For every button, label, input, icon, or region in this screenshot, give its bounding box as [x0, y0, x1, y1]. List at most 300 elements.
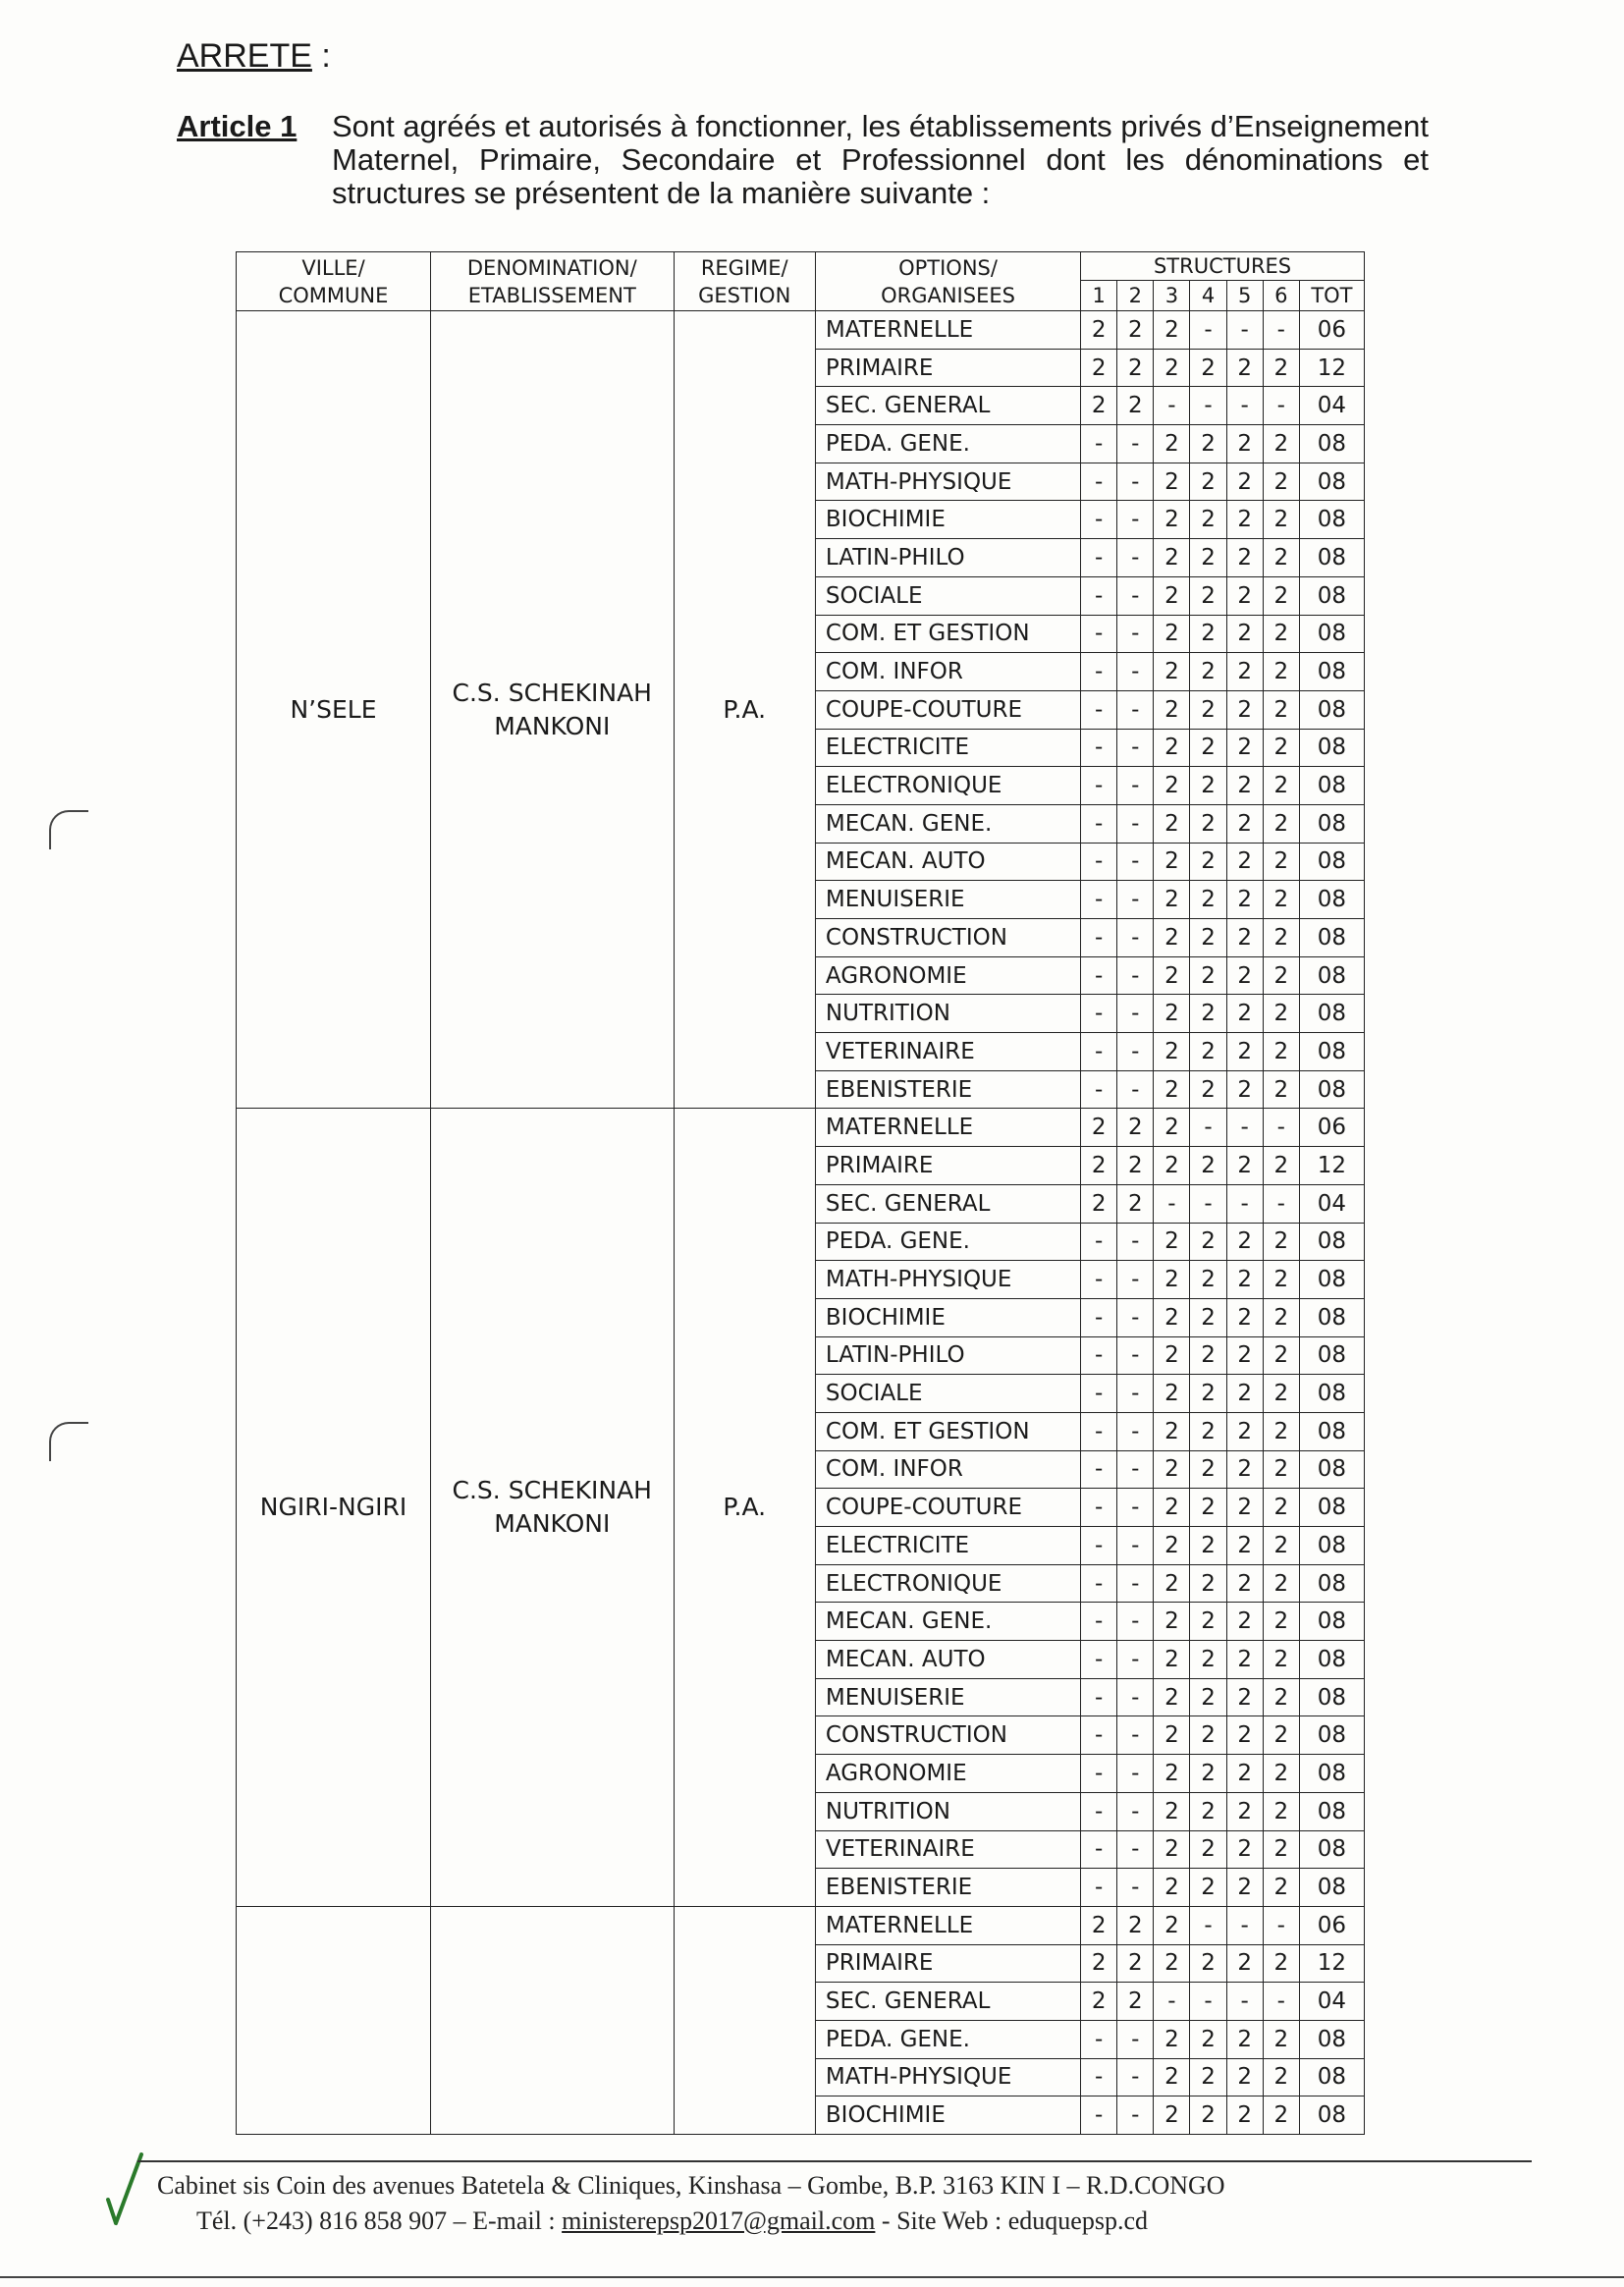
header-regime: REGIME/ GESTION: [674, 252, 815, 311]
cell-structure-6: 2: [1263, 1450, 1299, 1489]
header-col-2: 2: [1117, 281, 1154, 311]
cell-option: MATERNELLE: [815, 311, 1080, 350]
cell-structure-4: 2: [1190, 1489, 1226, 1527]
cell-structure-4: 2: [1190, 2020, 1226, 2058]
cell-structure-2: -: [1117, 804, 1154, 843]
cell-total: 08: [1299, 615, 1364, 653]
cell-structure-3: 2: [1154, 1375, 1190, 1413]
cell-structure-3: 2: [1154, 1261, 1190, 1299]
cell-total: 08: [1299, 843, 1364, 881]
cell-total: 08: [1299, 881, 1364, 919]
cell-option: COM. ET GESTION: [815, 615, 1080, 653]
cell-total: 08: [1299, 1298, 1364, 1336]
cell-etablissement: C.S. SCHEKINAH MANKONI: [431, 311, 675, 1109]
cell-structure-6: -: [1263, 387, 1299, 425]
cell-structure-5: 2: [1226, 1641, 1263, 1679]
cell-structure-2: -: [1117, 1489, 1154, 1527]
cell-structure-5: 2: [1226, 653, 1263, 691]
header-ville: VILLE/ COMMUNE: [237, 252, 431, 311]
cell-structure-1: -: [1081, 1412, 1117, 1450]
cell-structure-1: -: [1081, 1830, 1117, 1869]
cell-structure-3: -: [1154, 1983, 1190, 2021]
cell-structure-6: 2: [1263, 919, 1299, 957]
cell-option: MENUISERIE: [815, 881, 1080, 919]
cell-option: VETERINAIRE: [815, 1033, 1080, 1071]
cell-structure-4: 2: [1190, 2096, 1226, 2135]
cell-structure-1: -: [1081, 1755, 1117, 1793]
footer-tel: Tél. (+243) 816 858 907 – E-mail :: [196, 2206, 563, 2235]
cell-total: 08: [1299, 1489, 1364, 1527]
cell-structure-4: 2: [1190, 919, 1226, 957]
cell-structure-5: -: [1226, 311, 1263, 350]
table-row: [237, 1906, 1365, 1944]
cell-structure-3: 2: [1154, 1489, 1190, 1527]
cell-total: 08: [1299, 576, 1364, 615]
cell-structure-1: -: [1081, 2096, 1117, 2135]
cell-structure-1: -: [1081, 1450, 1117, 1489]
cell-structure-5: 2: [1226, 1261, 1263, 1299]
cell-structure-3: 2: [1154, 2096, 1190, 2135]
cell-structure-5: -: [1226, 1184, 1263, 1223]
cell-total: 08: [1299, 1450, 1364, 1489]
cell-structure-3: 2: [1154, 615, 1190, 653]
cell-structure-5: 2: [1226, 1412, 1263, 1450]
cell-structure-5: 2: [1226, 501, 1263, 539]
cell-structure-5: 2: [1226, 539, 1263, 577]
cell-structure-3: 2: [1154, 956, 1190, 995]
cell-structure-3: 2: [1154, 1109, 1190, 1147]
cell-structure-2: -: [1117, 1641, 1154, 1679]
cell-structure-5: 2: [1226, 1298, 1263, 1336]
cell-structure-3: 2: [1154, 2020, 1190, 2058]
cell-option: BIOCHIMIE: [815, 2096, 1080, 2135]
cell-structure-6: 2: [1263, 2058, 1299, 2096]
cell-regime: P.A.: [674, 1109, 815, 1906]
cell-option: COM. INFOR: [815, 653, 1080, 691]
cell-structure-3: 2: [1154, 995, 1190, 1033]
cell-total: 08: [1299, 1792, 1364, 1830]
cell-structure-5: 2: [1226, 1336, 1263, 1375]
cell-structure-2: -: [1117, 1070, 1154, 1109]
cell-total: 06: [1299, 311, 1364, 350]
cell-option: PEDA. GENE.: [815, 1223, 1080, 1261]
cell-structure-6: 2: [1263, 729, 1299, 767]
cell-structure-4: -: [1190, 311, 1226, 350]
cell-structure-5: 2: [1226, 1450, 1263, 1489]
cell-structure-2: -: [1117, 425, 1154, 463]
cell-structure-4: 2: [1190, 501, 1226, 539]
cell-option: COM. INFOR: [815, 1450, 1080, 1489]
cell-total: 08: [1299, 995, 1364, 1033]
cell-structure-4: 2: [1190, 1716, 1226, 1755]
cell-structure-2: -: [1117, 843, 1154, 881]
cell-structure-3: 2: [1154, 576, 1190, 615]
cell-structure-5: 2: [1226, 2058, 1263, 2096]
cell-structure-4: -: [1190, 1109, 1226, 1147]
cell-structure-2: -: [1117, 729, 1154, 767]
cell-structure-6: 2: [1263, 1792, 1299, 1830]
cell-structure-3: 2: [1154, 804, 1190, 843]
cell-option: MECAN. GENE.: [815, 804, 1080, 843]
cell-structure-2: 2: [1117, 311, 1154, 350]
cell-structure-2: -: [1117, 1678, 1154, 1716]
cell-total: 08: [1299, 919, 1364, 957]
cell-structure-2: -: [1117, 1261, 1154, 1299]
cell-option: ELECTRONIQUE: [815, 767, 1080, 805]
cell-structure-3: 2: [1154, 501, 1190, 539]
cell-total: 08: [1299, 539, 1364, 577]
cell-structure-1: -: [1081, 1527, 1117, 1565]
heading-text: ARRETE: [177, 37, 312, 75]
cell-total: 08: [1299, 2058, 1364, 2096]
cell-structure-2: 2: [1117, 1184, 1154, 1223]
cell-structure-1: -: [1081, 1716, 1117, 1755]
cell-structure-6: 2: [1263, 1070, 1299, 1109]
cell-ville: NGIRI-NGIRI: [237, 1109, 431, 1906]
cell-structure-2: -: [1117, 576, 1154, 615]
cell-structure-2: -: [1117, 1869, 1154, 1907]
cell-structure-1: -: [1081, 1489, 1117, 1527]
cell-option: ELECTRONIQUE: [815, 1564, 1080, 1603]
cell-structure-1: 2: [1081, 311, 1117, 350]
cell-structure-2: -: [1117, 1223, 1154, 1261]
cell-structure-6: -: [1263, 1906, 1299, 1944]
table-row: [237, 311, 1365, 350]
cell-structure-3: 2: [1154, 919, 1190, 957]
cell-structure-6: 2: [1263, 1298, 1299, 1336]
cell-total: 08: [1299, 1070, 1364, 1109]
footer: [157, 2168, 1225, 2239]
cell-total: 08: [1299, 1412, 1364, 1450]
cell-structure-3: 2: [1154, 1298, 1190, 1336]
cell-structure-2: -: [1117, 1033, 1154, 1071]
cell-structure-2: 2: [1117, 1147, 1154, 1185]
cell-structure-6: 2: [1263, 1603, 1299, 1641]
cell-structure-1: -: [1081, 690, 1117, 729]
header-col-6: 6: [1263, 281, 1299, 311]
cell-structure-5: 2: [1226, 2096, 1263, 2135]
cell-etablissement: [431, 1906, 675, 2134]
footer-web: - Site Web : eduquepsp.cd: [875, 2206, 1149, 2235]
cell-structure-3: 2: [1154, 1906, 1190, 1944]
cell-total: 08: [1299, 1603, 1364, 1641]
cell-structure-4: 2: [1190, 463, 1226, 501]
cell-structure-4: 2: [1190, 1527, 1226, 1565]
cell-structure-6: 2: [1263, 1830, 1299, 1869]
cell-structure-4: 2: [1190, 1678, 1226, 1716]
cell-option: COUPE-COUTURE: [815, 1489, 1080, 1527]
cell-structure-6: 2: [1263, 1716, 1299, 1755]
page-bottom-rule: [0, 2276, 1624, 2278]
cell-total: 08: [1299, 1564, 1364, 1603]
cell-structure-1: 2: [1081, 349, 1117, 387]
cell-structure-4: 2: [1190, 690, 1226, 729]
cell-structure-4: 2: [1190, 615, 1226, 653]
cell-structure-5: 2: [1226, 881, 1263, 919]
cell-structure-4: 2: [1190, 1869, 1226, 1907]
cell-option: PRIMAIRE: [815, 349, 1080, 387]
cell-total: 08: [1299, 1678, 1364, 1716]
punch-hole-mark: [49, 810, 88, 849]
pen-mark-icon: [102, 2151, 161, 2229]
cell-structure-6: 2: [1263, 1147, 1299, 1185]
cell-option: MATH-PHYSIQUE: [815, 463, 1080, 501]
cell-option: CONSTRUCTION: [815, 1716, 1080, 1755]
cell-structure-6: 2: [1263, 1375, 1299, 1413]
cell-structure-4: 2: [1190, 1755, 1226, 1793]
cell-total: 08: [1299, 1869, 1364, 1907]
cell-structure-1: 2: [1081, 1184, 1117, 1223]
cell-structure-3: -: [1154, 387, 1190, 425]
cell-structure-1: 2: [1081, 1944, 1117, 1983]
cell-structure-3: 2: [1154, 2058, 1190, 2096]
footer-contact: [157, 2204, 1225, 2239]
cell-option: COUPE-COUTURE: [815, 690, 1080, 729]
cell-structure-5: 2: [1226, 956, 1263, 995]
cell-structure-6: -: [1263, 1184, 1299, 1223]
cell-structure-5: -: [1226, 1906, 1263, 1944]
cell-structure-3: -: [1154, 1184, 1190, 1223]
cell-total: 08: [1299, 463, 1364, 501]
header-structures: STRUCTURES: [1081, 252, 1365, 281]
cell-structure-6: 2: [1263, 576, 1299, 615]
cell-structure-4: 2: [1190, 1298, 1226, 1336]
cell-structure-1: -: [1081, 615, 1117, 653]
cell-option: CONSTRUCTION: [815, 919, 1080, 957]
cell-structure-5: 2: [1226, 576, 1263, 615]
cell-structure-6: 2: [1263, 995, 1299, 1033]
cell-option: LATIN-PHILO: [815, 1336, 1080, 1375]
cell-total: 08: [1299, 1336, 1364, 1375]
cell-structure-1: -: [1081, 1678, 1117, 1716]
cell-structure-2: -: [1117, 690, 1154, 729]
cell-option: EBENISTERIE: [815, 1869, 1080, 1907]
cell-structure-4: 2: [1190, 1792, 1226, 1830]
cell-structure-6: 2: [1263, 463, 1299, 501]
cell-option: NUTRITION: [815, 995, 1080, 1033]
cell-structure-4: 2: [1190, 804, 1226, 843]
cell-total: 12: [1299, 1944, 1364, 1983]
cell-structure-6: 2: [1263, 1678, 1299, 1716]
cell-structure-1: 2: [1081, 1983, 1117, 2021]
cell-structure-2: -: [1117, 1830, 1154, 1869]
cell-option: SOCIALE: [815, 1375, 1080, 1413]
cell-structure-1: -: [1081, 2020, 1117, 2058]
cell-structure-1: -: [1081, 1033, 1117, 1071]
cell-structure-3: 2: [1154, 1678, 1190, 1716]
cell-structure-2: 2: [1117, 1109, 1154, 1147]
cell-structure-6: 2: [1263, 690, 1299, 729]
cell-structure-3: 2: [1154, 729, 1190, 767]
cell-option: MATH-PHYSIQUE: [815, 2058, 1080, 2096]
cell-structure-4: 2: [1190, 1147, 1226, 1185]
cell-structure-2: -: [1117, 1375, 1154, 1413]
cell-option: PRIMAIRE: [815, 1944, 1080, 1983]
header-col-1: 1: [1081, 281, 1117, 311]
cell-ville: N’SELE: [237, 311, 431, 1109]
article-text: Sont agréés et autorisés à fonctionner, les établissements privés d’Enseignement Maternel, Primaire, Secondaire et Professionnel dont les dénominations et structures se présentent de la manière suivante :: [332, 109, 1429, 210]
cell-structure-2: 2: [1117, 387, 1154, 425]
cell-structure-5: -: [1226, 1109, 1263, 1147]
cell-structure-3: 2: [1154, 1792, 1190, 1830]
cell-option: NUTRITION: [815, 1792, 1080, 1830]
cell-structure-4: 2: [1190, 1944, 1226, 1983]
cell-structure-5: 2: [1226, 1792, 1263, 1830]
cell-structure-1: -: [1081, 653, 1117, 691]
cell-structure-2: 2: [1117, 349, 1154, 387]
cell-structure-3: 2: [1154, 1830, 1190, 1869]
cell-structure-4: 2: [1190, 653, 1226, 691]
footer-email-link[interactable]: ministerepsp2017@gmail.com: [562, 2206, 876, 2235]
cell-structure-5: 2: [1226, 463, 1263, 501]
cell-total: 04: [1299, 1983, 1364, 2021]
cell-structure-1: -: [1081, 1223, 1117, 1261]
cell-structure-2: -: [1117, 956, 1154, 995]
cell-structure-5: 2: [1226, 767, 1263, 805]
cell-structure-5: 2: [1226, 1944, 1263, 1983]
cell-structure-3: 2: [1154, 311, 1190, 350]
cell-structure-4: 2: [1190, 1641, 1226, 1679]
cell-structure-5: 2: [1226, 1564, 1263, 1603]
cell-regime: P.A.: [674, 311, 815, 1109]
cell-structure-6: 2: [1263, 881, 1299, 919]
cell-structure-2: -: [1117, 2020, 1154, 2058]
cell-structure-2: -: [1117, 995, 1154, 1033]
cell-option: PRIMAIRE: [815, 1147, 1080, 1185]
cell-total: 08: [1299, 1716, 1364, 1755]
cell-structure-6: 2: [1263, 1755, 1299, 1793]
cell-structure-2: -: [1117, 1716, 1154, 1755]
cell-structure-1: -: [1081, 1375, 1117, 1413]
cell-structure-4: 2: [1190, 1564, 1226, 1603]
cell-structure-2: -: [1117, 1527, 1154, 1565]
cell-structure-5: 2: [1226, 615, 1263, 653]
header-col-tot: TOT: [1299, 281, 1364, 311]
cell-option: BIOCHIMIE: [815, 501, 1080, 539]
cell-structure-6: 2: [1263, 1641, 1299, 1679]
cell-total: 06: [1299, 1906, 1364, 1944]
cell-structure-1: 2: [1081, 1147, 1117, 1185]
cell-structure-2: -: [1117, 1336, 1154, 1375]
cell-structure-3: 2: [1154, 881, 1190, 919]
cell-structure-4: -: [1190, 1184, 1226, 1223]
cell-structure-4: 2: [1190, 349, 1226, 387]
cell-structure-5: 2: [1226, 1375, 1263, 1413]
cell-structure-1: -: [1081, 956, 1117, 995]
cell-structure-1: -: [1081, 1603, 1117, 1641]
cell-structure-3: 2: [1154, 843, 1190, 881]
cell-structure-5: -: [1226, 387, 1263, 425]
cell-structure-2: 2: [1117, 1906, 1154, 1944]
cell-structure-4: 2: [1190, 1375, 1226, 1413]
cell-structure-4: 2: [1190, 1223, 1226, 1261]
cell-total: 08: [1299, 501, 1364, 539]
cell-structure-5: 2: [1226, 425, 1263, 463]
cell-structure-1: -: [1081, 919, 1117, 957]
cell-structure-1: -: [1081, 576, 1117, 615]
cell-structure-3: 2: [1154, 653, 1190, 691]
cell-structure-1: -: [1081, 1070, 1117, 1109]
cell-structure-6: 2: [1263, 1527, 1299, 1565]
cell-regime: [674, 1906, 815, 2134]
cell-structure-5: -: [1226, 1983, 1263, 2021]
cell-etablissement: C.S. SCHEKINAH MANKONI: [431, 1109, 675, 1906]
cell-total: 08: [1299, 2096, 1364, 2135]
cell-structure-4: 2: [1190, 1412, 1226, 1450]
cell-structure-4: 2: [1190, 843, 1226, 881]
cell-structure-3: 2: [1154, 1527, 1190, 1565]
cell-structure-6: 2: [1263, 843, 1299, 881]
cell-total: 08: [1299, 1641, 1364, 1679]
cell-structure-1: -: [1081, 881, 1117, 919]
cell-structure-1: -: [1081, 2058, 1117, 2096]
cell-option: ELECTRICITE: [815, 729, 1080, 767]
cell-option: PEDA. GENE.: [815, 2020, 1080, 2058]
cell-structure-6: -: [1263, 1109, 1299, 1147]
cell-total: 08: [1299, 690, 1364, 729]
cell-structure-1: -: [1081, 463, 1117, 501]
cell-structure-5: 2: [1226, 1147, 1263, 1185]
cell-structure-1: 2: [1081, 387, 1117, 425]
cell-structure-1: -: [1081, 1564, 1117, 1603]
cell-total: 08: [1299, 1830, 1364, 1869]
cell-total: 06: [1299, 1109, 1364, 1147]
cell-option: MECAN. GENE.: [815, 1603, 1080, 1641]
cell-structure-5: 2: [1226, 1070, 1263, 1109]
cell-structure-4: 2: [1190, 1033, 1226, 1071]
cell-structure-6: 2: [1263, 1944, 1299, 1983]
cell-structure-3: 2: [1154, 690, 1190, 729]
cell-structure-1: 2: [1081, 1906, 1117, 1944]
cell-structure-3: 2: [1154, 1641, 1190, 1679]
cell-structure-4: 2: [1190, 956, 1226, 995]
cell-total: 08: [1299, 1375, 1364, 1413]
cell-structure-1: -: [1081, 767, 1117, 805]
cell-total: 08: [1299, 2020, 1364, 2058]
cell-structure-4: -: [1190, 1906, 1226, 1944]
cell-structure-4: -: [1190, 1983, 1226, 2021]
cell-structure-4: 2: [1190, 539, 1226, 577]
cell-structure-2: -: [1117, 919, 1154, 957]
table-row: [237, 1109, 1365, 1147]
cell-option: MECAN. AUTO: [815, 1641, 1080, 1679]
cell-structure-3: 2: [1154, 1450, 1190, 1489]
table-body: [237, 311, 1365, 2135]
cell-structure-6: 2: [1263, 425, 1299, 463]
cell-structure-6: 2: [1263, 804, 1299, 843]
cell-total: 08: [1299, 653, 1364, 691]
cell-structure-6: 2: [1263, 1412, 1299, 1450]
cell-structure-2: -: [1117, 881, 1154, 919]
cell-structure-1: -: [1081, 843, 1117, 881]
cell-structure-6: 2: [1263, 615, 1299, 653]
cell-option: MENUISERIE: [815, 1678, 1080, 1716]
cell-option: MATH-PHYSIQUE: [815, 1261, 1080, 1299]
punch-hole-mark: [49, 1422, 88, 1461]
cell-structure-6: 2: [1263, 1489, 1299, 1527]
cell-structure-2: -: [1117, 2058, 1154, 2096]
cell-option: VETERINAIRE: [815, 1830, 1080, 1869]
cell-total: 08: [1299, 1033, 1364, 1071]
cell-structure-3: 2: [1154, 1147, 1190, 1185]
cell-structure-5: 2: [1226, 349, 1263, 387]
cell-structure-3: 2: [1154, 1716, 1190, 1755]
cell-structure-4: 2: [1190, 576, 1226, 615]
cell-structure-3: 2: [1154, 1223, 1190, 1261]
cell-total: 08: [1299, 1223, 1364, 1261]
cell-structure-6: 2: [1263, 956, 1299, 995]
structures-table: [236, 251, 1365, 2135]
